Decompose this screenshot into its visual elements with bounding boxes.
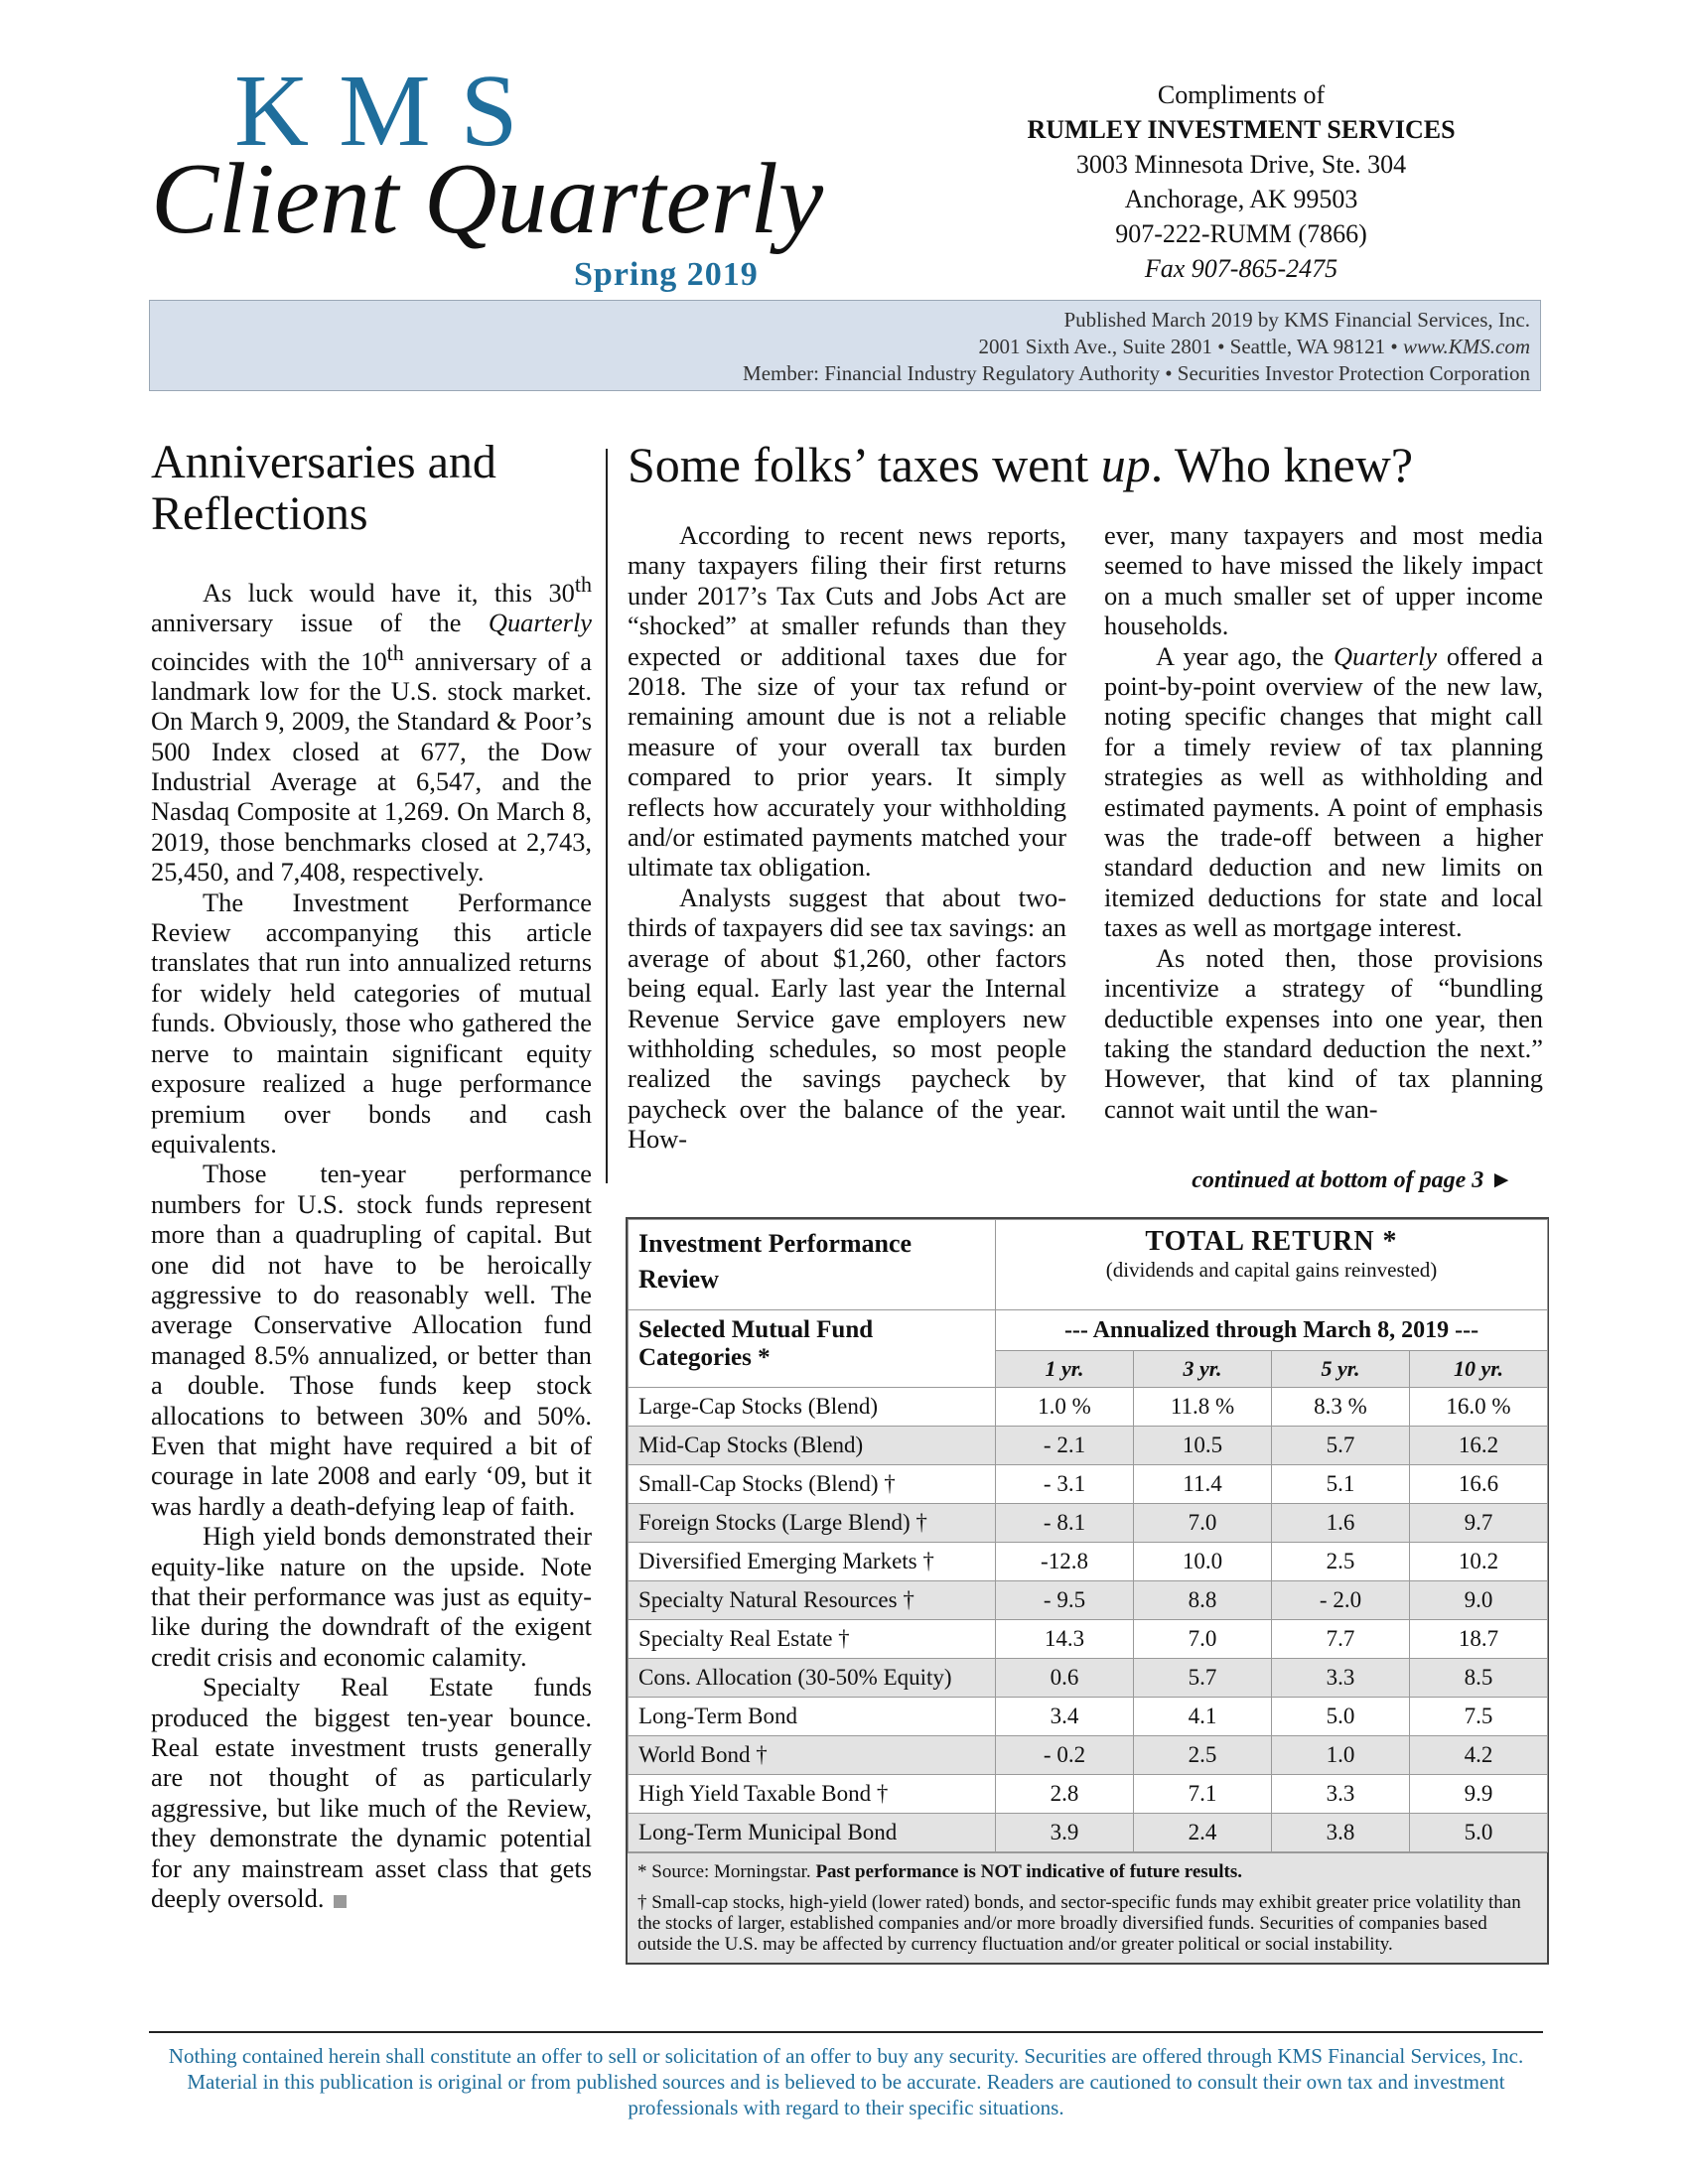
publisher-line1: Published March 2019 by KMS Financial Services, Inc. xyxy=(1063,308,1530,332)
fund-category: Long-Term Bond xyxy=(629,1698,996,1736)
publisher-line3: Member: Financial Industry Regulatory Authority • Securities Investor Protection Corporation xyxy=(743,361,1530,385)
left-article-headline: Anniversaries and Reflections xyxy=(151,436,496,540)
return-value: 9.9 xyxy=(1410,1775,1548,1814)
return-value: 0.6 xyxy=(996,1659,1134,1698)
source-note xyxy=(637,1861,1537,1882)
footer-rule xyxy=(149,2031,1543,2033)
table-row xyxy=(629,1698,1548,1736)
return-value: 3.9 xyxy=(996,1814,1134,1852)
table-row xyxy=(629,1775,1548,1814)
return-value: - 8.1 xyxy=(996,1504,1134,1543)
return-value: - 2.0 xyxy=(1272,1581,1410,1620)
publisher-address: 2001 Sixth Ave., Suite 2801 • Seattle, WA 98121 • xyxy=(978,335,1398,358)
text-run: A year ago, the xyxy=(1156,640,1334,671)
fund-category: Specialty Real Estate † xyxy=(629,1620,996,1659)
table-row xyxy=(629,1620,1548,1659)
newsletter-title: Client Quarterly xyxy=(151,143,824,255)
continued-link[interactable]: continued at bottom of page 3 ► xyxy=(1192,1167,1513,1193)
category-header: Selected Mutual Fund Categories * xyxy=(629,1310,996,1388)
firm-phone: 907-222-RUMM (7866) xyxy=(1115,219,1367,248)
publisher-box xyxy=(149,300,1541,391)
table-row xyxy=(629,1388,1548,1427)
return-value: 8.5 xyxy=(1410,1659,1548,1698)
footer-disclaimer: Nothing contained herein shall constitute an offer to sell or solicitation of an offer to buy any security. Securities are offered through KMS Financial Services, Inc. Material in this publication is original or from published sources and is believed to be accurate. Readers are cautioned to consult their own tax and investment professionals with regard to their specific situations. xyxy=(168,2044,1524,2119)
left-article-paragraph xyxy=(151,570,592,887)
text-run: Specialty Real Estate funds produced the biggest ten-year bounce. Real estate investment trusts generally are not thought of as particularly aggressive, but like much of the Review, they demonstrate the dynamic potential for any mainstream asset class that gets deeply oversold. xyxy=(151,1672,592,1914)
return-value: 11.4 xyxy=(1134,1465,1272,1504)
return-value: 10.0 xyxy=(1134,1543,1272,1581)
superscript: th xyxy=(574,572,592,597)
return-value: 5.1 xyxy=(1272,1465,1410,1504)
publisher-line2 xyxy=(150,334,1530,360)
return-value: 14.3 xyxy=(996,1620,1134,1659)
period-header: 3 yr. xyxy=(1134,1351,1272,1388)
return-value: 2.4 xyxy=(1134,1814,1272,1852)
return-value: 5.7 xyxy=(1134,1659,1272,1698)
return-value: 4.2 xyxy=(1410,1736,1548,1775)
text-run: . Who knew? xyxy=(1150,437,1414,492)
end-of-article-mark xyxy=(334,1895,347,1908)
fund-category: Mid-Cap Stocks (Blend) xyxy=(629,1427,996,1465)
left-article-paragraph: The Investment Performance Review accompanying this article translates that run into annualized returns for widely held categories of mutual funds. Obviously, those who gathered the nerve to maintain significant equity exposure realized a huge performance premium over bonds and cash equivalents. xyxy=(151,887,592,1159)
return-value: 3.3 xyxy=(1272,1659,1410,1698)
table-row xyxy=(629,1659,1548,1698)
period-header: 1 yr. xyxy=(996,1351,1134,1388)
right-article-paragraph: According to recent news reports, many taxpayers filing their first returns under 2017’s Tax Cuts and Jobs Act are “shocked” at smaller refunds than they expected or additional taxes due for 2018. The size of your tax refund or remaining amount due is not a reliable measure of your overall tax burden compared to prior years. It simply reflects how accurately your withholding and/or estimated payments matched your ultimate tax obligation. xyxy=(628,520,1066,883)
right-article-paragraph: Analysts suggest that about two-thirds of taxpayers did see tax savings: an average of about $1,260, other factors being equal. Early last year the Internal Revenue Service gave employers new withholding schedules, so most people realized the savings paycheck by paycheck over the balance of the year. How- xyxy=(628,882,1066,1155)
table-row xyxy=(629,1581,1548,1620)
return-value: 3.8 xyxy=(1272,1814,1410,1852)
period-header: 5 yr. xyxy=(1272,1351,1410,1388)
return-value: 7.0 xyxy=(1134,1620,1272,1659)
return-value: -12.8 xyxy=(996,1543,1134,1581)
return-value: 2.5 xyxy=(1272,1543,1410,1581)
return-value: 2.8 xyxy=(996,1775,1134,1814)
text-run: As luck would have it, this 30 xyxy=(203,577,575,608)
return-value: 11.8 % xyxy=(1134,1388,1272,1427)
compliments-block xyxy=(993,77,1489,286)
left-article-paragraph: High yield bonds demonstrated their equity-like nature on the upside. Note that their performance was just as equity-like during the downdraft of the exigent credit crisis and economic calamity. xyxy=(151,1521,592,1672)
fund-category: Long-Term Municipal Bond xyxy=(629,1814,996,1852)
return-value: 7.5 xyxy=(1410,1698,1548,1736)
text-run: Some folks’ taxes went xyxy=(628,437,1101,492)
return-value: 7.1 xyxy=(1134,1775,1272,1814)
right-article-paragraph: ever, many taxpayers and most media seemed to have missed the likely impact on a much smaller set of upper income households. xyxy=(1104,520,1543,641)
table-row xyxy=(629,1736,1548,1775)
return-value: 3.3 xyxy=(1272,1775,1410,1814)
table-row xyxy=(629,1814,1548,1852)
return-value: 9.0 xyxy=(1410,1581,1548,1620)
fund-category: Diversified Emerging Markets † xyxy=(629,1543,996,1581)
return-value: 10.2 xyxy=(1410,1543,1548,1581)
performance-table xyxy=(626,1217,1549,1965)
source-text: * Source: Morningstar. xyxy=(637,1861,811,1882)
table-title: Investment Performance Review xyxy=(629,1220,996,1310)
fund-category: High Yield Taxable Bond † xyxy=(629,1775,996,1814)
right-article-column-1 xyxy=(628,520,1066,1155)
return-value: 2.5 xyxy=(1134,1736,1272,1775)
performance-rows xyxy=(629,1388,1548,1852)
return-value: - 9.5 xyxy=(996,1581,1134,1620)
past-performance-warning: Past performance is NOT indicative of future results. xyxy=(815,1861,1243,1882)
return-value: 5.0 xyxy=(1410,1814,1548,1852)
italic-text: up xyxy=(1100,437,1151,492)
return-value: 3.4 xyxy=(996,1698,1134,1736)
fund-category: Small-Cap Stocks (Blend) † xyxy=(629,1465,996,1504)
return-value: 7.7 xyxy=(1272,1620,1410,1659)
dagger-note: † Small-cap stocks, high-yield (lower rated) bonds, and sector-specific funds may exhibit greater price volatility than the stocks of larger, established companies and/or more broadly diversified funds. Securities of companies based outside the U.S. may be affected by currency fluctuation and/or greater political or social instability. xyxy=(637,1892,1521,1955)
left-article-body xyxy=(151,570,592,1913)
fund-category: Cons. Allocation (30-50% Equity) xyxy=(629,1659,996,1698)
table-row xyxy=(629,1504,1548,1543)
publisher-website[interactable]: www.KMS.com xyxy=(1403,335,1530,358)
right-article-paragraph: As noted then, those provisions incentivize a strategy of “bundling deductible expenses into one year, then taking the standard deduction the next.” However, that kind of tax planning cannot wait until the wan- xyxy=(1104,942,1543,1124)
fund-category: Specialty Natural Resources † xyxy=(629,1581,996,1620)
total-return-header xyxy=(996,1220,1548,1310)
period-header: 10 yr. xyxy=(1410,1351,1548,1388)
table-row xyxy=(629,1427,1548,1465)
return-value: 9.7 xyxy=(1410,1504,1548,1543)
italic-text: Quarterly xyxy=(488,608,592,638)
left-article-paragraph: Those ten-year performance numbers for U.S. stock funds represent more than a quadrupling of capital. But one did not have to be heroically aggressive to do reasonably well. The average Conservative Allocation fund managed 8.5% annualized, or better than a double. Those funds keep stock allocations to between 30% and 50%. Even that might have required a bit of courage in late 2008 and early ‘09, but it was hardly a death-defying leap of faith. xyxy=(151,1159,592,1521)
return-value: 8.8 xyxy=(1134,1581,1272,1620)
firm-address-line2: Anchorage, AK 99503 xyxy=(1124,185,1358,213)
text-run: offered a point-by-point overview of the new law, noting specific changes that might call for a timely review of tax planning strategies as well as withholding and estimated payments. A point of emphasis was the trade-off between a higher standard deduction and new limits on itemized deductions for state and local taxes as well as mortgage interest. xyxy=(1104,640,1543,943)
firm-name: RUMLEY INVESTMENT SERVICES xyxy=(1027,115,1456,144)
return-value: - 0.2 xyxy=(996,1736,1134,1775)
return-value: 5.7 xyxy=(1272,1427,1410,1465)
column-divider xyxy=(606,449,608,1183)
return-value: 1.0 % xyxy=(996,1388,1134,1427)
table-notes xyxy=(628,1852,1547,1963)
brand-logo: KMS xyxy=(234,54,548,168)
annualized-header: --- Annualized through March 8, 2019 --- xyxy=(996,1310,1548,1351)
total-return-subtitle: (dividends and capital gains reinvested) xyxy=(1105,1258,1438,1282)
return-value: 7.0 xyxy=(1134,1504,1272,1543)
firm-fax: Fax 907-865-2475 xyxy=(1144,254,1338,283)
superscript: th xyxy=(386,639,404,665)
return-value: 1.6 xyxy=(1272,1504,1410,1543)
firm-address-line1: 3003 Minnesota Drive, Ste. 304 xyxy=(1075,150,1407,179)
return-value: 8.3 % xyxy=(1272,1388,1410,1427)
compliments-intro: Compliments of xyxy=(1157,80,1326,109)
return-value: 10.5 xyxy=(1134,1427,1272,1465)
italic-text: Quarterly xyxy=(1333,640,1438,671)
right-article-headline xyxy=(628,437,1581,492)
return-value: 1.0 xyxy=(1272,1736,1410,1775)
text-run: coincides with the 10 xyxy=(151,645,387,676)
table-row xyxy=(629,1465,1548,1504)
right-article-column-2 xyxy=(1104,520,1543,1124)
return-value: - 3.1 xyxy=(996,1465,1134,1504)
return-value: 16.0 % xyxy=(1410,1388,1548,1427)
fund-category: World Bond † xyxy=(629,1736,996,1775)
return-value: 4.1 xyxy=(1134,1698,1272,1736)
table-row xyxy=(629,1543,1548,1581)
total-return-title: TOTAL RETURN * xyxy=(1145,1226,1398,1257)
return-value: 18.7 xyxy=(1410,1620,1548,1659)
return-value: 16.6 xyxy=(1410,1465,1548,1504)
right-article-paragraph xyxy=(1104,641,1543,943)
text-run: anniversary issue of the xyxy=(151,608,489,638)
return-value: 16.2 xyxy=(1410,1427,1548,1465)
return-value: 5.0 xyxy=(1272,1698,1410,1736)
fund-category: Foreign Stocks (Large Blend) † xyxy=(629,1504,996,1543)
issue-season: Spring 2019 xyxy=(574,256,759,293)
text-run: anniversary of a landmark low for the U.S. stock market. On March 9, 2009, the Standard & Poor’s 500 Index closed at 677, the Dow Industrial Average at 6,547, and the Nasdaq Composite at 1,269. On March 8, 2019, those benchmarks closed at 2,743, 25,450, and 7,408, respectively. xyxy=(151,645,592,887)
return-value: - 2.1 xyxy=(996,1427,1134,1465)
left-article-paragraph xyxy=(151,1672,592,1913)
fund-category: Large-Cap Stocks (Blend) xyxy=(629,1388,996,1427)
